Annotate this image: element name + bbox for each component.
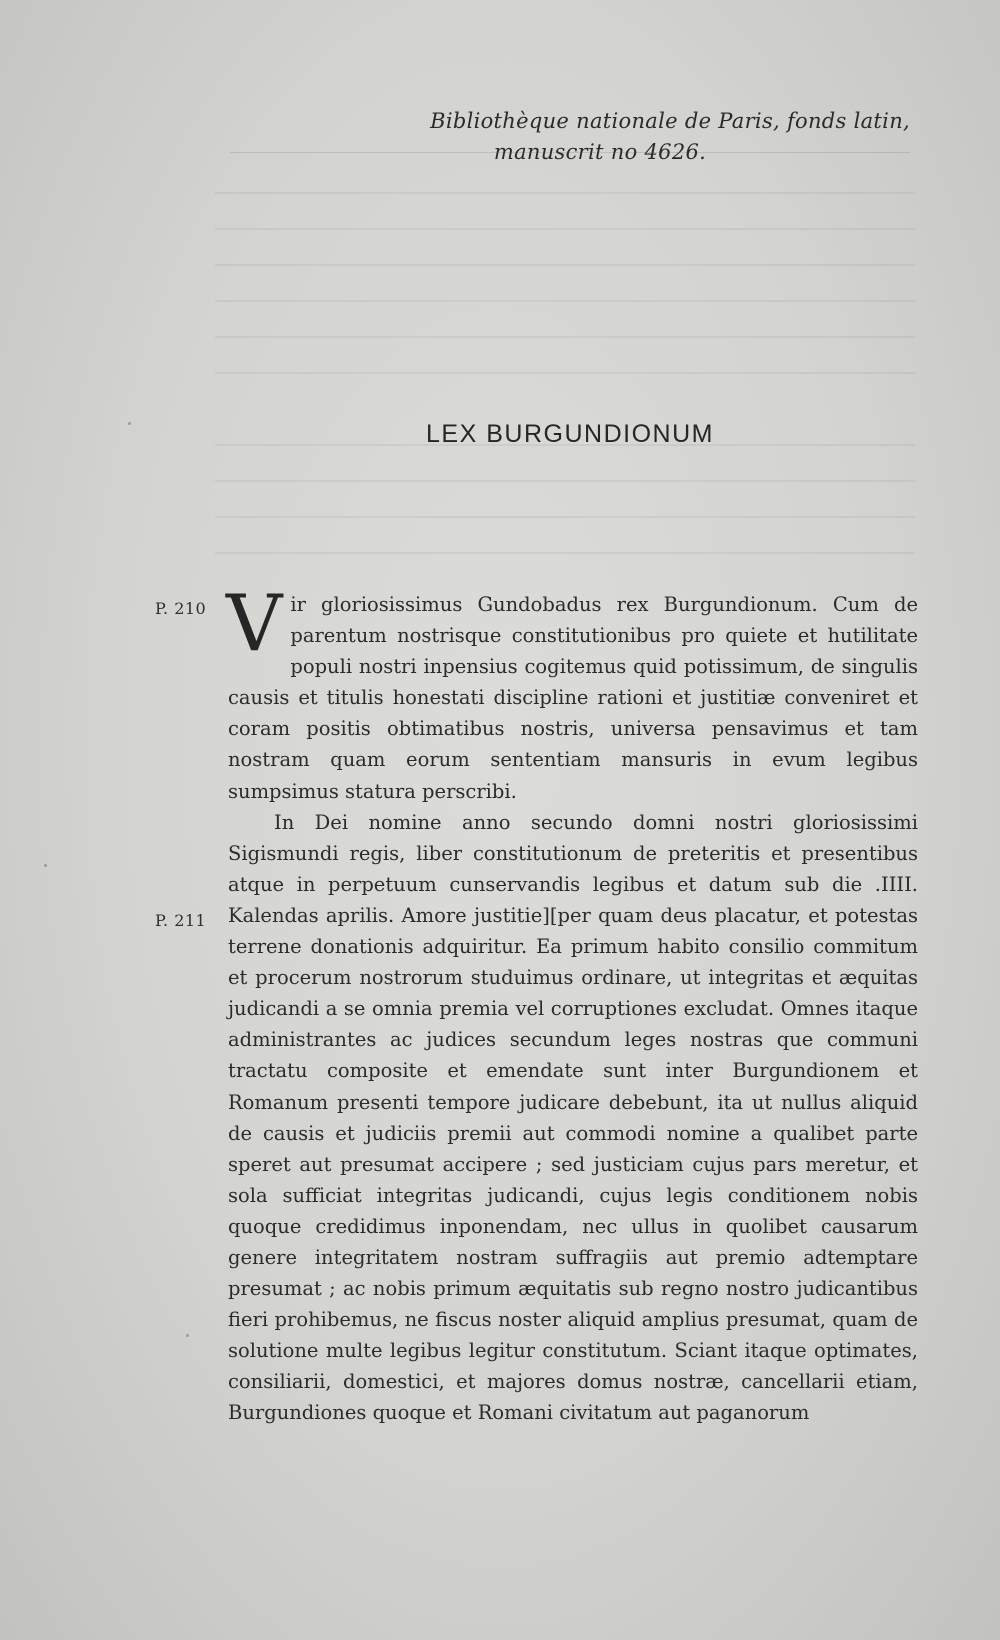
page-title: LEX BURGUNDIONUM xyxy=(426,420,714,448)
bleed-through-line xyxy=(215,516,915,518)
bleed-through-line xyxy=(215,264,915,266)
bleed-through-line xyxy=(215,336,915,338)
bleed-through-line xyxy=(215,192,915,194)
margin-page-ref: P. 210 xyxy=(155,599,207,618)
paragraph-preamble-text: ir gloriosissimus Gundobadus rex Burgundionum. Cum de parentum nostrisque constitutionibus pro quiete et hutilitate populi nostri inpensius cogitemus quid potissimum, de singulis causis et titulis honestati discipline rationi et justitiæ conveniret et coram positis obtimatibus nostris, universa pensavimus et tam nostram quam eorum sententiam mansuris in evum legibus sumpsimus statura perscribi. xyxy=(228,593,918,803)
bleed-through-line xyxy=(215,552,915,554)
margin-page-ref: P. 211 xyxy=(155,911,207,930)
bleed-through-line xyxy=(215,480,915,482)
running-head-line2: manuscrit no 4626. xyxy=(493,140,707,164)
paragraph-main: In Dei nomine anno secundo domni nostri gloriosissimi Sigismundi regis, liber constitutionum de preteritis et presentibus atque in perpetuum cunservandis legibus et datum sub die .IIII. Kalendas aprilis. Amore justitie][per quam deus placatur, et potestas terrene donationis adquiritur. Ea primum habito consilio commitum et procerum nostrorum studuimus ordinare, ut integritas et æquitas judicandi a se omnia premia vel corruptiones excludat. Omnes itaque administrantes ac judices secundum leges nostras que communi tractatu composite et emendate sunt inter Burgundionem et Romanum presenti tempore judicare debebunt, ita ut nullus aliquid de causis et judiciis premii aut commodi nomine a qualibet parte speret aut presumat accipere ; sed justiciam cujus pars meretur, et sola sufficiat integritas judicandi, cujus legis conditionem nobis quoque credidimus inponendam, nec ullus in quolibet causarum genere integritatem nostram suffragiis aut premio adtemptare presumat ; ac nobis primum æquitatis sub regno nostro judicantibus fieri prohibemus, ne fiscus noster aliquid amplius presumat, quam de solutione multe legibus legitur constitutum. Sciant itaque optimates, consiliarii, domestici, et majores domus nostræ, cancellarii etiam, Burgundiones quoque et Romani civitatum aut paganorum xyxy=(228,810,918,1425)
running-head-line1: Bibliothèque nationale de Paris, fonds latin, xyxy=(430,109,910,133)
running-head xyxy=(230,106,910,168)
paper-speck xyxy=(44,864,47,867)
body-text xyxy=(226,579,918,1429)
bleed-through-line xyxy=(215,228,915,230)
paper-speck xyxy=(128,422,131,425)
bleed-through-line xyxy=(215,300,915,302)
bleed-through-line xyxy=(215,372,915,374)
paragraph-preamble xyxy=(226,579,918,807)
header-rule xyxy=(230,152,910,153)
paper-speck xyxy=(186,1334,189,1337)
drop-cap: V xyxy=(226,579,283,669)
